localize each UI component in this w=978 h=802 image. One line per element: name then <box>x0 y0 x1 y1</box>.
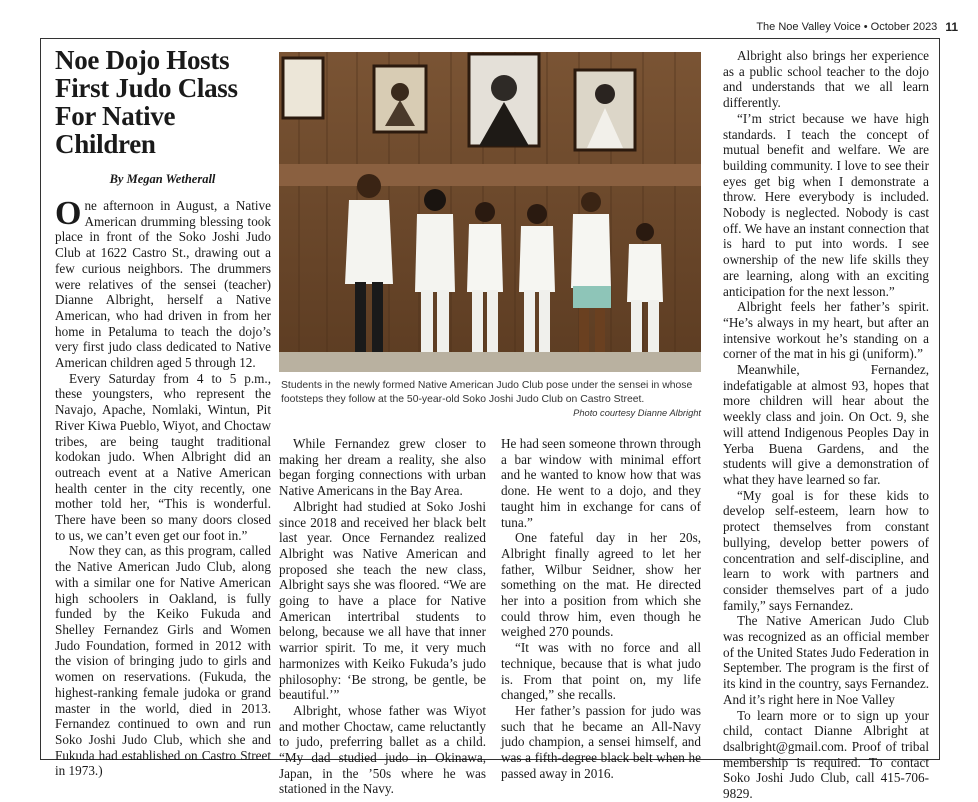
paragraph: While Fernandez grew closer to making her dream a reality, she also began forging connections with urban Native Americans in the Bay Area. <box>279 436 486 499</box>
paragraph: One fateful day in her 20s, Albright finally agreed to let her father, Wilbur Seidner, show her something on the mat. He directed her into a position from which she could throw him, even though he weighed 270 pounds. <box>501 530 701 640</box>
paragraph: To learn more or to sign up your child, contact Dianne Albright at dsalbright@gmail.com. Proof of tribal membership is required. To contact Soko Joshi Judo Club, call 415-706-9829. <box>723 707 929 802</box>
paragraph: Albright also brings her experience as a public school teacher to the dojo and understands that we all learn differently. <box>723 48 929 111</box>
paragraph: Every Saturday from 4 to 5 p.m., these youngsters, who represent the Navajo, Apache, Nomlaki, Wintun, Pit River Kiwa Pueblo, Wiyot, and Choctaw tribes, are being taught traditional kodokan judo. When Albright did an outreach event at a Native American health center in the city recently, one mother told her, “This is wonderful. There have been so many doors closed to us, we can’t even get our foot in.” <box>55 370 271 543</box>
article-column-1 <box>55 195 271 779</box>
drop-cap: O <box>55 195 82 232</box>
paragraph: Albright feels her father’s spirit. “He’s always in my heart, but after an intensive workout he’s standing on a corner of the mat in his gi (uniform).” <box>723 299 929 362</box>
paragraph: “It was with no force and all technique, because that is what judo is. From that point on, my life changed,” she recalls. <box>501 640 701 703</box>
article-column-3 <box>501 436 701 781</box>
paragraph: Albright, whose father was Wiyot and mother Choctaw, came reluctantly to judo, preferring ballet as a child. “My dad studied judo in Okinawa, Japan, in the ’50s where he was stationed in the Navy. <box>279 702 486 797</box>
paragraph: Her father’s passion for judo was such that he became an All-Navy judo champion, a sensei himself, and was a fifth-degree black belt when he passed away in 2016. <box>501 702 701 781</box>
photo-caption: Students in the newly formed Native American Judo Club pose under the sensei in whose footsteps they follow at the 50-year-old Soko Joshi Judo Club on Castro Street. <box>281 380 693 405</box>
paragraph: Albright had studied at Soko Joshi since 2018 and received her black belt last year. Once Fernandez realized Albright was Native American and proposed she teach the new class, Albright says she was floored. “We are going to have a place for Native American intertribal students to belong, because we all have that inner warrior spirit. To me, it very much harmonizes with Keiko Fukuda’s judo philosophy: ‘Be strong, be gentle, be beautiful.’” <box>279 498 486 703</box>
publication-line: The Noe Valley Voice • October 2023 <box>756 21 938 33</box>
headline: Noe Dojo Hosts First Judo Class For Native Children <box>55 45 238 159</box>
paragraph: “My goal is for these kids to develop self-esteem, learn how to protect themselves from constant bullying, develop better powers of concentration and self-discipline, and learn to work with partners and consider themselves part of a judo family,” says Fernandez. <box>723 487 929 613</box>
photo-credit: Photo courtesy Dianne Albright <box>573 408 701 418</box>
paragraph: He had seen someone thrown through a bar window with minimal effort and he wanted to know how that was done. He went to a dojo, and they taught him in exchange for cans of tuna.” <box>501 436 701 530</box>
dojo-photo-illustration <box>279 52 701 372</box>
paragraph: Meanwhile, Fernandez, indefatigable at almost 93, hopes that more children will hear about the weekly class and join. On Oct. 9, she will attend Indigenous Peoples Day in Yerba Buena Gardens, and the students will give a demonstration of what they have learned so far. <box>723 362 929 487</box>
article-column-2 <box>279 436 486 797</box>
paragraph: “I’m strict because we have high standards. I teach the concept of mutual benefit and welfare. We are building community. I love to see their eyes get big when I demonstrate a throw. Here everybody is included. Nobody is neglected. Nobody is cast off. We have an instant connection that is hard to put into words. I see ownership of the new life skills they are learning, along with an exciting anticipation for the next lesson.” <box>723 110 929 299</box>
page-number: 11 <box>945 20 958 34</box>
lead-paragraph <box>55 195 271 371</box>
article-photo <box>279 52 701 372</box>
page-header <box>756 20 958 34</box>
paragraph: Now they can, as this program, called the Native American Judo Club, along with a similar one for Native American high schoolers in Oakland, is fully funded by the Keiko Fukuda and Shelley Fernandez Girls and Women Judo Foundation, formed in 2012 with the vision of bringing judo to girls and women on reservations. (Fukuda, the highest-ranking female judoka or grand master in the world, died in 2013. Fernandez continued to own and run Soko Joshi Judo Club, which she and Fukuda had established on Castro Street in 1973.) <box>55 543 271 779</box>
paragraph: The Native American Judo Club was recognized as an official member of the United States Judo Federation in September. The program is the first of its kind in the country, says Fernandez. And it’s right here in Noe Valley <box>723 613 929 707</box>
lead-text: ne afternoon in August, a Native American drumming blessing took place in front of the Soko Joshi Judo Club at 1622 Castro St., drawing out a few curious neighbors. The drummers were relatives of the sensei (teacher) Dianne Albright, herself a Native American, who had driven in from her home in Petaluma to teach the dojo’s very first judo class dedicated to Native American children aged 5 through 12. <box>55 198 271 371</box>
article-column-4 <box>723 48 929 802</box>
byline: By Megan Wetherall <box>109 172 216 186</box>
